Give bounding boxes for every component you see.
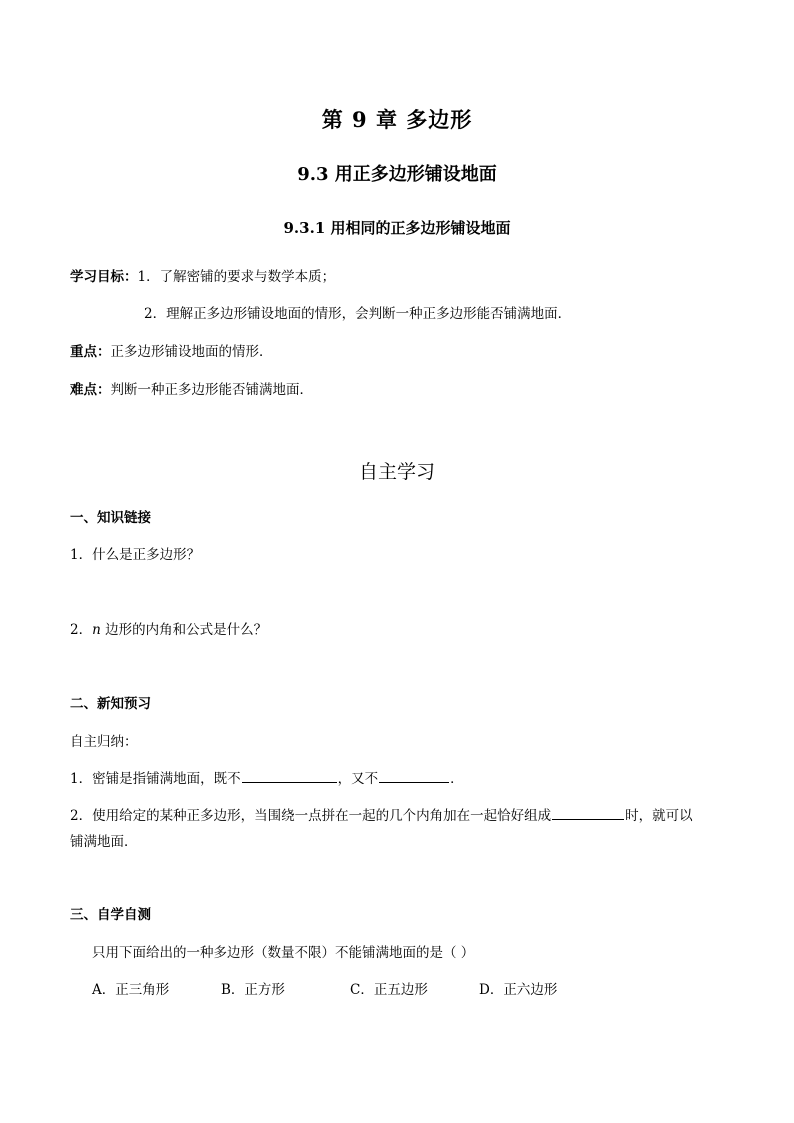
q2-variable: n <box>92 622 101 638</box>
difficulty-label: 难点： <box>70 382 111 398</box>
part1-heading: 一、知识链接 <box>70 510 151 526</box>
objectives-line-1 <box>70 265 335 285</box>
s1-text-c: ． <box>450 771 464 787</box>
part3-question: 只用下面给出的一种多边形（数量不限）不能铺满地面的是（ ） <box>92 945 475 961</box>
part3-heading: 三、自学自测 <box>70 907 151 923</box>
s2-text-b: 时，就可以 <box>625 808 693 824</box>
difficulty-text: 判断一种正多边形能否铺满地面． <box>110 382 313 398</box>
part1-question-2 <box>70 618 267 638</box>
option-c[interactable]: C．正五边形 <box>350 982 428 998</box>
option-b[interactable]: B．正方形 <box>221 982 285 998</box>
q2-rest: 边形的内角和公式是什么？ <box>100 622 268 638</box>
blank-1[interactable] <box>242 769 337 783</box>
blank-3[interactable] <box>552 806 624 820</box>
part2-heading: 二、新知预习 <box>70 696 151 712</box>
option-a[interactable]: A．正三角形 <box>92 982 170 998</box>
part2-statement-2 <box>70 804 693 824</box>
section-title: 9.3 用正多边形铺设地面 <box>297 164 497 185</box>
q2-prefix: 2． <box>70 622 93 638</box>
subsection-title: 9.3.1 用相同的正多边形铺设地面 <box>283 219 511 237</box>
objective-item-1: 1．了解密铺的要求与数学本质； <box>137 269 336 285</box>
objectives-label: 学习目标： <box>70 269 138 285</box>
option-d[interactable]: D．正六边形 <box>479 982 558 998</box>
part2-intro: 自主归纳： <box>70 734 138 750</box>
part2-statement-1 <box>70 767 464 787</box>
chapter-title: 第 9 章 多边形 <box>321 107 473 132</box>
s2-text-a: 2．使用给定的某种正多边形，当围绕一点拼在一起的几个内角加在一起恰好组成 <box>70 808 552 824</box>
s1-text-a: 1．密铺是指铺满地面，既不 <box>70 771 241 787</box>
self-study-title: 自主学习 <box>358 461 435 483</box>
key-point-text: 正多边形铺设地面的情形． <box>110 344 273 360</box>
key-point-label: 重点： <box>70 344 111 360</box>
part2-statement-2-cont: 铺满地面． <box>70 834 138 850</box>
difficulty-line <box>70 378 313 398</box>
part1-question-1: 1．什么是正多边形？ <box>70 547 201 563</box>
objective-item-2: 2．理解正多边形铺设地面的情形，会判断一种正多边形能否铺满地面． <box>144 306 572 322</box>
key-point-line <box>70 340 273 360</box>
blank-2[interactable] <box>379 769 449 783</box>
s1-text-b: ，又不 <box>337 771 379 787</box>
